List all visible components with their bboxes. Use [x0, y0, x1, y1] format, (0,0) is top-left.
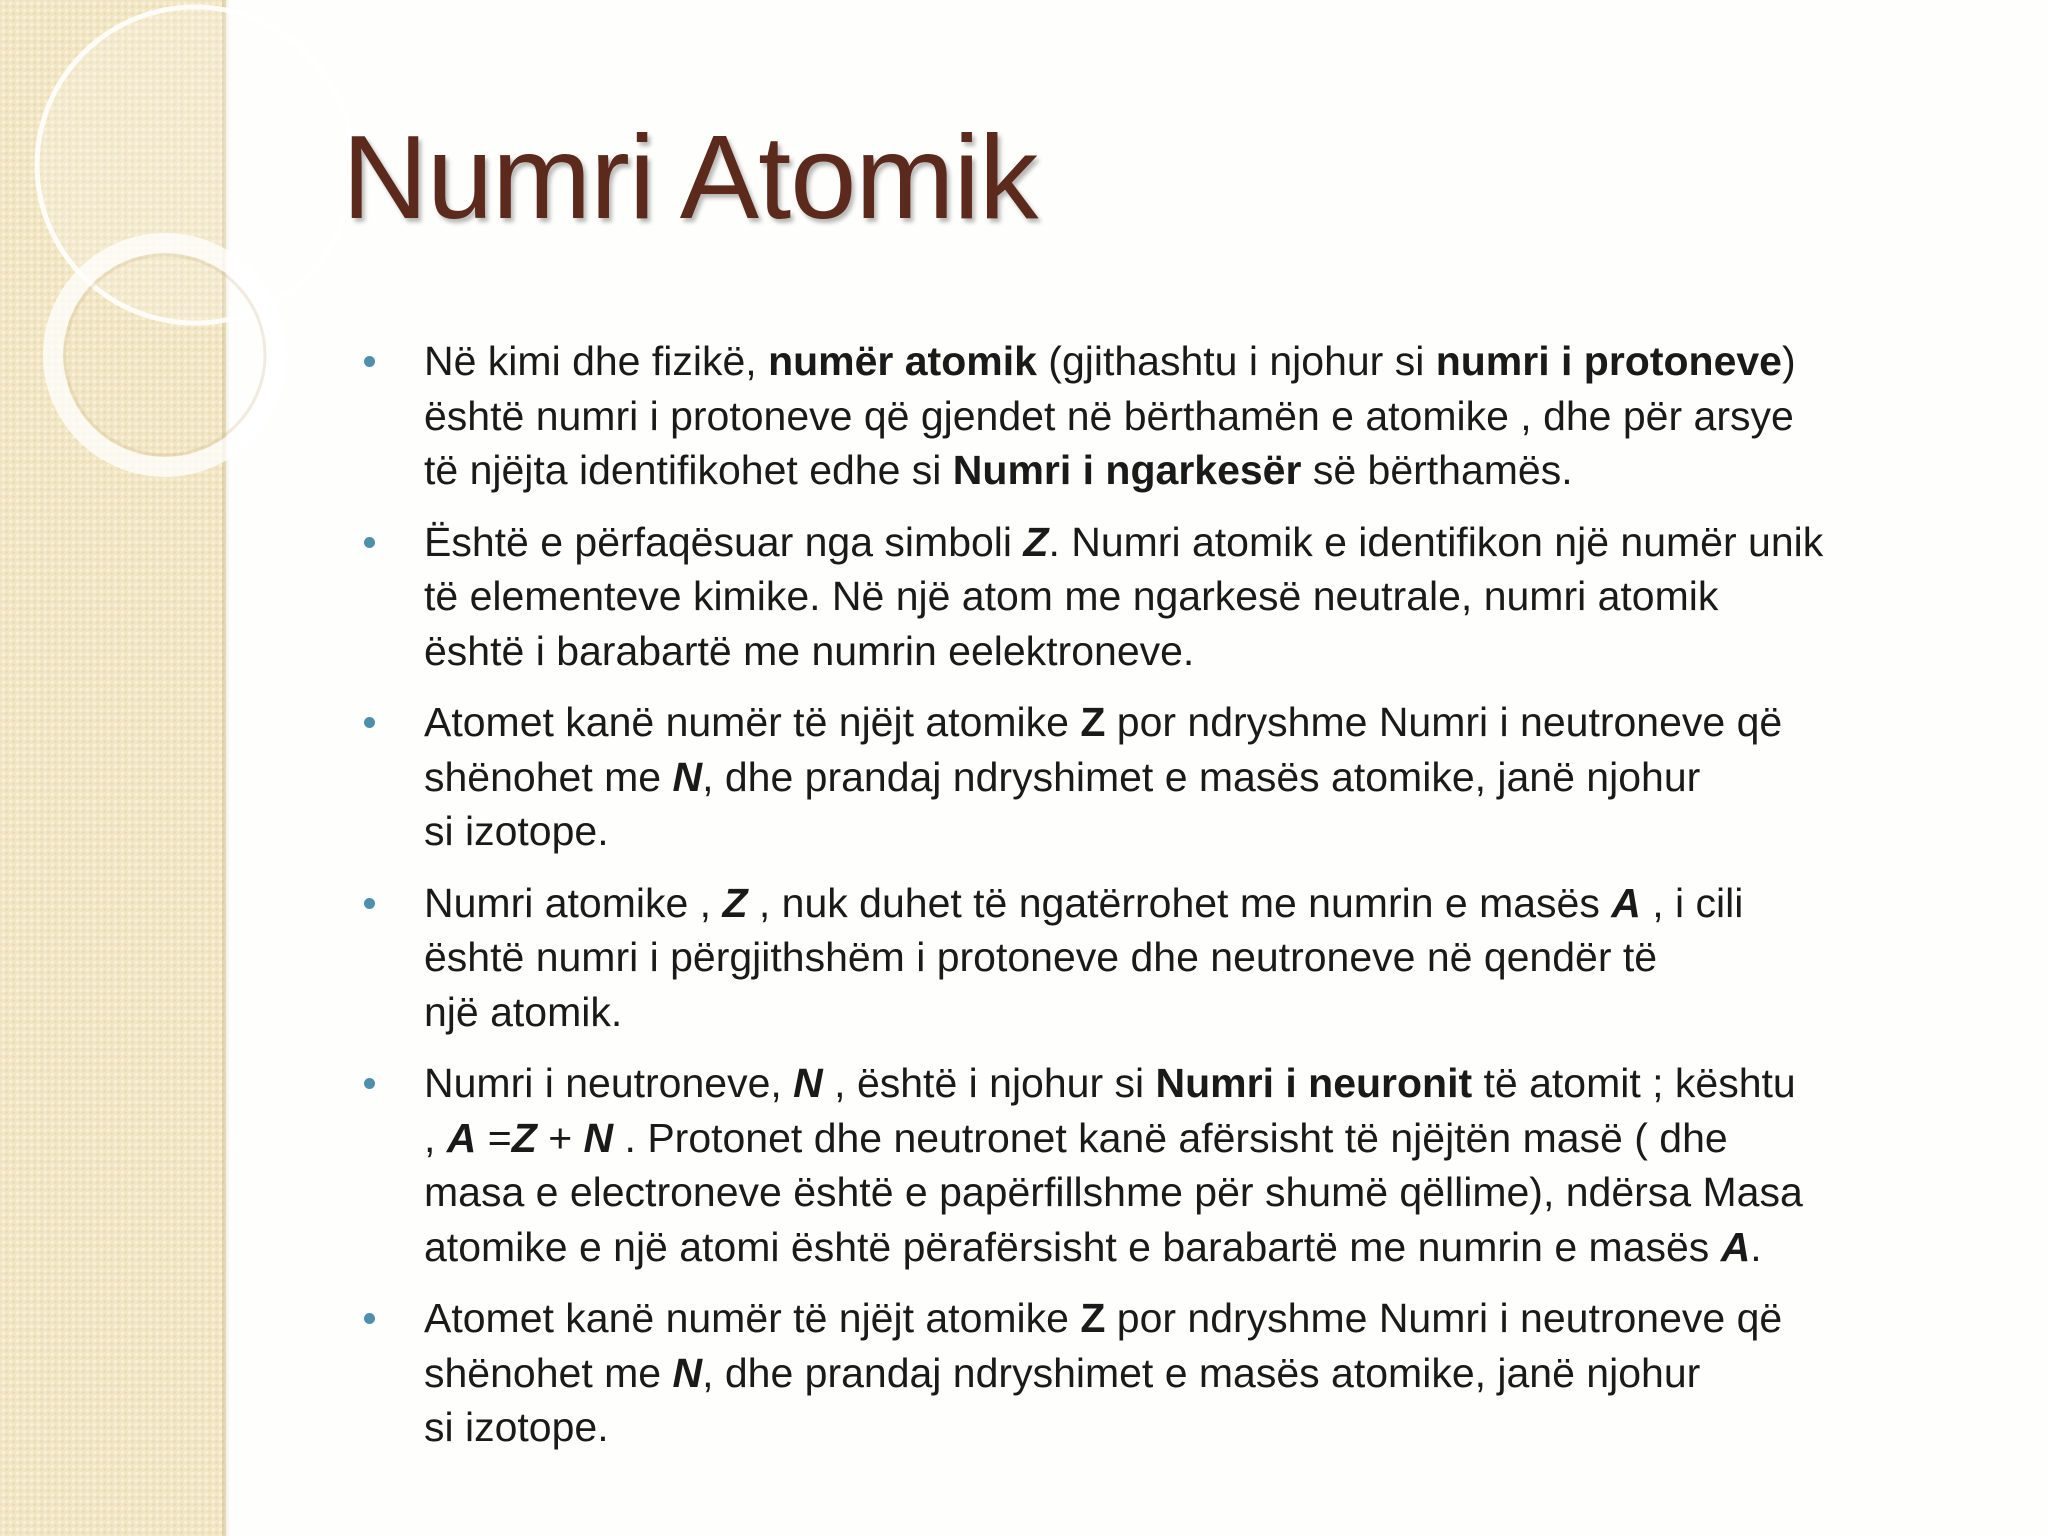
- bullet-item: [424, 1056, 2024, 1274]
- text-run: është i barabartë me numrin eelektroneve.: [424, 627, 1195, 674]
- text-run: ): [1781, 338, 1796, 384]
- text-run: Z: [1023, 518, 1049, 565]
- text-run: shënohet me: [424, 1349, 673, 1396]
- text-run: Z: [722, 879, 748, 926]
- bullet-line: [424, 1291, 2024, 1346]
- text-run: por ndryshme Numri i neutroneve që: [1105, 1295, 1783, 1341]
- text-run: së bërthamës.: [1301, 447, 1573, 493]
- bullet-item: [424, 334, 2024, 498]
- decorative-rings: [0, 0, 480, 560]
- text-run: , dhe prandaj ndryshimet e masës atomike, janë njohur: [702, 1349, 1701, 1396]
- text-run: N: [672, 753, 703, 800]
- bullet-dot-icon: [364, 1078, 375, 1089]
- bullet-item: [424, 876, 2024, 1040]
- bullet-line: [424, 876, 2024, 931]
- text-run: N: [793, 1060, 823, 1106]
- bullet-line: [424, 443, 2024, 498]
- text-run: , nuk duhet të ngatërrohet me numrin e masës: [747, 879, 1612, 926]
- bullet-line: [424, 985, 2024, 1040]
- bullet-line: [424, 624, 2024, 679]
- bullet-dot-icon: [364, 537, 375, 548]
- text-run: Atomet kanë numër të njëjt atomike: [424, 1295, 1081, 1341]
- text-run: si izotope.: [424, 1404, 609, 1450]
- bullet-item: [424, 515, 2024, 679]
- text-run: .: [1750, 1223, 1762, 1270]
- text-run: , është i njohur si: [822, 1060, 1156, 1106]
- text-run: Është e përfaqësuar nga simboli: [424, 518, 1024, 565]
- text-run: (gjithashtu i njohur si: [1036, 338, 1436, 384]
- text-run: , i cili: [1640, 879, 1744, 926]
- bullet-line: [424, 389, 2024, 444]
- text-run: . Protonet dhe neutronet kanë afërsisht të njëjtën masë ( dhe: [613, 1114, 1728, 1161]
- text-run: Në kimi dhe fizikë,: [424, 338, 769, 384]
- text-run: Z: [1080, 699, 1106, 745]
- text-run: . Numri atomik e identifikon një numër unik: [1048, 518, 1824, 565]
- text-run: është numri i përgjithshëm i protoneve dhe neutroneve në qendër të: [424, 934, 1658, 980]
- text-run: Numri i ngarkesër: [952, 447, 1302, 493]
- bullet-dot-icon: [364, 717, 375, 728]
- bullet-line: [424, 515, 2024, 570]
- bullet-line: [424, 1165, 2024, 1220]
- bullet-line: [424, 1056, 2024, 1111]
- bullet-dot-icon: [364, 898, 375, 909]
- text-run: numri i protoneve: [1435, 338, 1782, 384]
- text-run: numër atomik: [768, 338, 1037, 384]
- text-run: A: [446, 1114, 477, 1161]
- bullet-line: [424, 695, 2024, 750]
- text-run: të njëjta identifikohet edhe si: [424, 447, 953, 493]
- text-run: masa e electroneve është e papërfillshme për shumë qëllime), ndërsa Masa: [424, 1169, 1803, 1215]
- text-run: të atomit ; kështu: [1472, 1060, 1796, 1106]
- slide-title: Numri Atomik: [342, 111, 1038, 244]
- text-run: të elementeve kimike. Në një atom me ngarkesë neutrale, numri atomik: [424, 573, 1719, 619]
- text-run: shënohet me: [424, 753, 673, 800]
- text-run: Numri atomike ,: [424, 879, 723, 926]
- text-run: Z: [1080, 1295, 1106, 1341]
- bullet-line: [424, 804, 2024, 859]
- text-run: Numri i neutroneve,: [424, 1060, 794, 1106]
- bullet-dot-icon: [364, 356, 375, 367]
- bullet-line: [424, 1220, 2024, 1275]
- text-run: por ndryshme Numri i neutroneve që: [1105, 699, 1783, 745]
- text-run: A: [1611, 879, 1641, 926]
- text-run: atomike e një atomi është përafërsisht e barabartë me numrin e masës: [424, 1223, 1721, 1270]
- text-run: si izotope.: [424, 808, 609, 854]
- bullet-line: [424, 569, 2024, 624]
- text-run: N: [583, 1114, 614, 1161]
- bullet-item: [424, 695, 2024, 859]
- text-run: A: [1720, 1223, 1751, 1270]
- text-run: Atomet kanë numër të njëjt atomike: [424, 699, 1081, 745]
- bullet-line: [424, 1111, 2024, 1166]
- text-run: , dhe prandaj ndryshimet e masës atomike, janë njohur: [702, 753, 1701, 800]
- bullet-list: [424, 334, 2024, 1472]
- text-run: =: [476, 1114, 512, 1161]
- bullet-dot-icon: [364, 1313, 375, 1324]
- bullet-item: [424, 1291, 2024, 1455]
- text-run: Z: [511, 1114, 537, 1161]
- text-run: Numri i neuronit: [1155, 1060, 1473, 1106]
- text-run: +: [536, 1114, 584, 1161]
- text-run: një atomik.: [424, 988, 623, 1035]
- text-run: N: [672, 1349, 703, 1396]
- bullet-line: [424, 1400, 2024, 1455]
- bullet-line: [424, 750, 2024, 805]
- text-run: është numri i protoneve që gjendet në bërthamën e atomike , dhe për arsye: [424, 392, 1794, 439]
- bullet-line: [424, 334, 2024, 389]
- bullet-line: [424, 1346, 2024, 1401]
- text-run: ,: [424, 1114, 447, 1161]
- bullet-line: [424, 930, 2024, 985]
